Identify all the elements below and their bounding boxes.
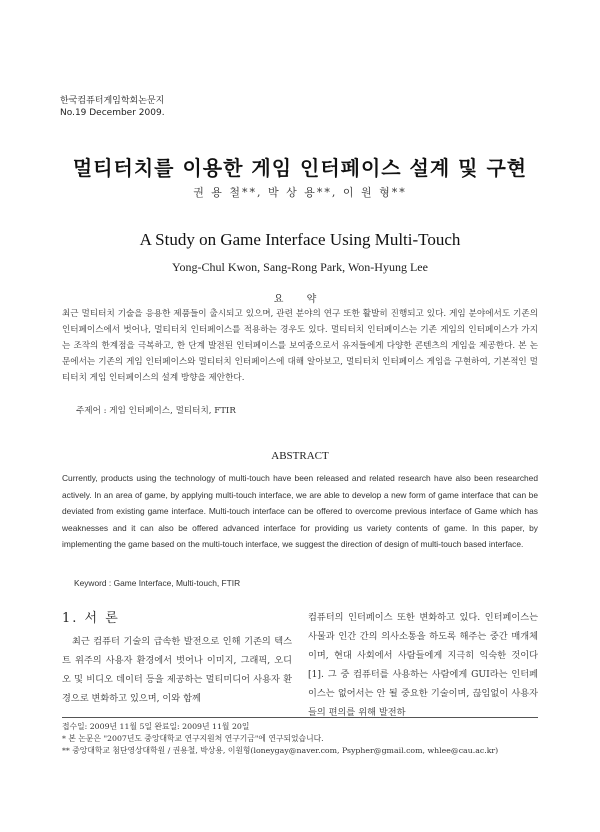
- abstract-heading: ABSTRACT: [271, 450, 329, 462]
- keywords-english: Keyword : Game Interface, Multi-touch, FTIR: [74, 578, 241, 588]
- footnotes: [62, 721, 542, 757]
- footnote-received: 접수일: 2009년 11월 5일 완료일: 2009년 11월 20일: [62, 722, 250, 731]
- journal-issue: No.19 December 2009.: [60, 108, 165, 118]
- journal-header: [60, 95, 165, 119]
- abstract-body: Currently, products using the technology of multi-touch have been released and related research have also been researched actively. In an area of game, by applying multi-touch interface, we are able to develop a new form of game interface that can be deviated from existing game interface. Multi-touch interface can be offered to overcome previous interface of Game which has weaknesses and it can also be offered advanced interface for providing us variety contents of game. In this paper, by implementing the game based on the multi-touch interface, we suggest the direction of design of multi-touch based interface.: [62, 473, 538, 550]
- paper-title-english: A Study on Game Interface Using Multi-Touch: [139, 230, 461, 249]
- summary-heading: 요 약: [273, 294, 327, 305]
- journal-name: 한국컴퓨터게임학회논문지: [60, 96, 165, 106]
- authors-korean: 권 용 철**, 박 상 용**, 이 원 형**: [193, 186, 407, 199]
- section-title-introduction: 1. 서 론: [62, 611, 120, 626]
- footnote-divider: [62, 717, 538, 718]
- footnote-funding: * 본 논문은 "2007년도 중앙대학교 연구지원처 연구기금"에 연구되었습니다.: [62, 734, 324, 743]
- intro-left-column: 최근 컴퓨터 기술의 급속한 발전으로 인해 기존의 텍스트 위주의 사용자 환경에서 벗어나 이미지, 그래픽, 오디오 및 비디오 데이터 등을 제공하는 멀티미디어 사용자 환경으로 변화하고 있으며, 이와 함께: [62, 636, 292, 704]
- authors-english: Yong-Chul Kwon, Sang-Rong Park, Won-Hyung Lee: [172, 260, 428, 274]
- paper-title-korean: 멀티터치를 이용한 게임 인터페이스 설계 및 구현: [72, 156, 528, 180]
- summary-body: 최근 멀티터치 기술을 응용한 제품들이 출시되고 있으며, 관련 분야의 연구 또한 활발히 진행되고 있다. 게임 분야에서도 기존의 인터페이스에서 벗어나, 멀티터치 인터페이스를 적용하는 경우도 있다. 멀티터치 인터페이스는 기존 게임의 인터페이스가 가지는 조작의 한계점을 극복하고, 한 단계 발전된 인터페이스를 보여줌으로서 유저들에게 다양한 콘텐츠의 게임을 제공한다. 본 논문에서는 기존의 게임 인터페이스와 멀티터치 인터페이스에 대해 알아보고, 멀티터치 인터페이스 게임을 구현하여, 기본적인 멀티터치 게임 인터페이스의 설계 방향을 제안한다.: [62, 309, 538, 383]
- intro-right-column: 컴퓨터의 인터페이스 또한 변화하고 있다. 인터페이스는 사물과 인간 간의 의사소통을 하도록 해주는 중간 매개체이며, 현대 사회에서 사람들에게 지극히 익숙한 것이다[1]. 그 중 컴퓨터를 사용하는 사람에게 GUI라는 인터페이스는 없어서는 안 될 중요한 기술이며, 끊임없이 사용자들의 편의를 위해 발전하: [308, 612, 538, 718]
- keywords-korean: 주제어 : 게임 인터페이스, 멀티터치, FTIR: [76, 406, 236, 416]
- footnote-affiliation: ** 중앙대학교 첨단영상대학원 / 권용철, 박상용, 이원형(loneygay@naver.com, Psypher@gmail.com, whlee@cau.ac.kr): [62, 746, 499, 755]
